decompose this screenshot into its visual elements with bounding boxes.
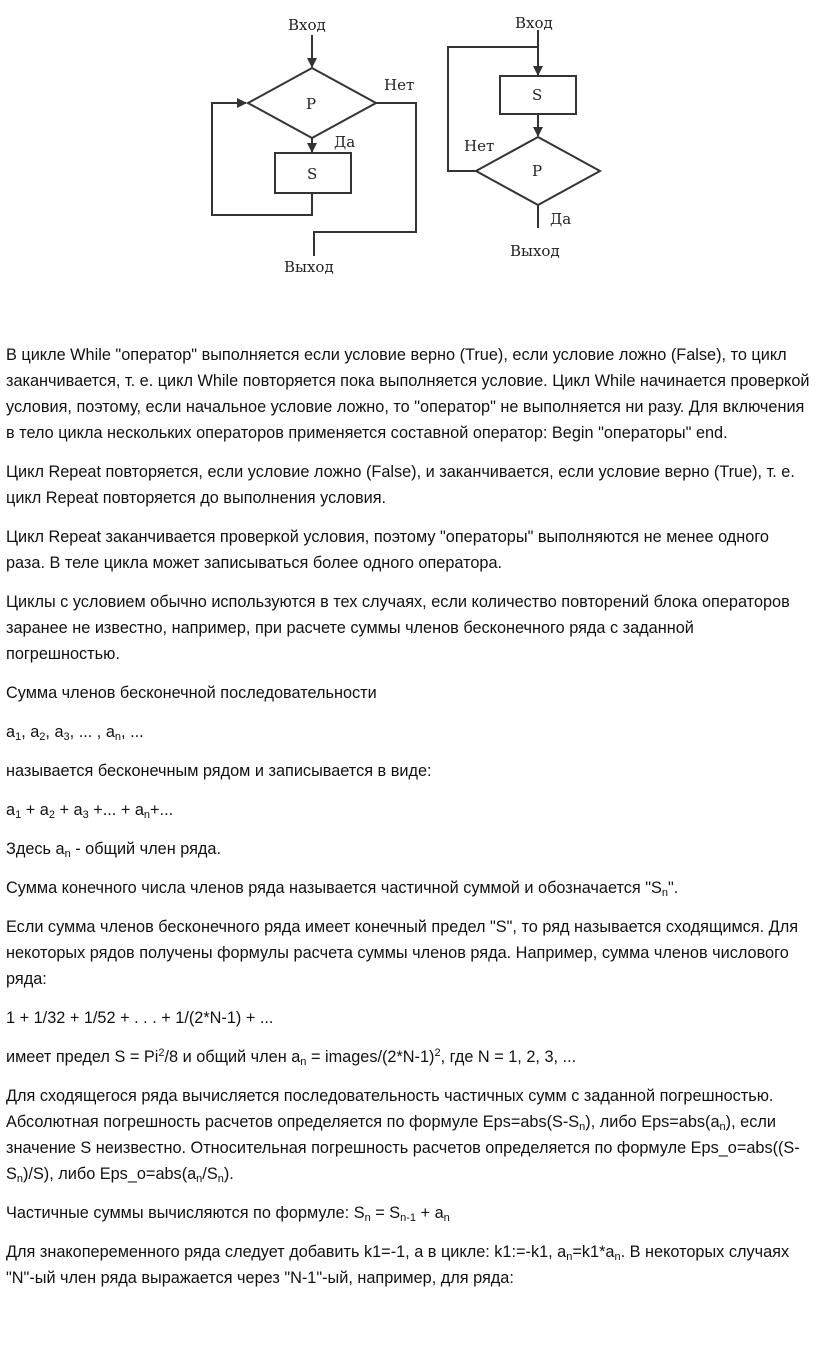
paragraph-while: В цикле While "оператор" выполняется если условие верно (True), если условие ложно (False), то цикл заканчивается, т. е. цикл While повторяется пока выполняется условие. Цикл While начинается проверкой условия, поэтому, если начальное условие ложно, то "оператор" не выполняется ни разу. Для включения в тело цикла нескольких операторов применяется составной оператор: Begin "операторы" end. <box>6 346 810 442</box>
repeat-entry-label: Вход <box>515 14 553 32</box>
paragraph-partial-formula: Частичные суммы вычисляются по формуле: $S_n = S_{n-1} + a_n$ <box>6 1204 450 1224</box>
repeat-no-label: Нет <box>464 137 495 155</box>
while-condition-label: P <box>306 95 317 113</box>
repeat-exit-label: Выход <box>510 242 560 260</box>
paragraph-convergent: Если сумма членов бесконечного ряда имеет конечный предел "S", то ряд называется сходящимся. Для некоторых рядов получены формулы расчета суммы членов ряда. Например, сумма членов числового ряда: <box>6 918 799 988</box>
while-body-label: S <box>307 165 318 183</box>
numeric-series-formula: 1 + 1/32 + 1/52 + . . . + 1/(2*N-1) + ... <box>6 1009 274 1027</box>
paragraph-conditional-loops: Циклы с условием обычно используются в тех случаях, если количество повторений блока операторов заранее не известно, например, при расчете суммы членов бесконечного ряда с заданной погрешностью. <box>6 593 790 663</box>
paragraph-repeat-end: Цикл Repeat заканчивается проверкой условия, поэтому "операторы" выполняются не менее одного раза. В теле цикла может записываться более одного оператора. <box>6 528 769 572</box>
while-yes-label: Да <box>334 133 356 151</box>
flowcharts <box>0 0 816 300</box>
article-text <box>6 342 810 1304</box>
paragraph-partial-sum: Сумма конечного числа членов ряда называется частичной суммой и обозначается "$S_n$". <box>6 879 679 899</box>
repeat-body-label: S <box>532 86 543 104</box>
repeat-condition-label: P <box>532 162 543 180</box>
sequence-formula: $a_1$, $a_2$, $a_3$, ... , $a_n$, ... <box>6 723 144 743</box>
while-entry-label: Вход <box>288 16 326 34</box>
paragraph-general-term: Здесь $a_n$ - общий член ряда. <box>6 840 221 860</box>
paragraph-error: Для сходящегося ряда вычисляется последовательность частичных сумм с заданной погрешностью. Абсолютная погрешность расчетов определяется по формуле $Eps=abs(S-S_n)$, либо $Eps=abs(a_n)$, если значение S неизвестно. Относительная погрешность расчетов определяется по формуле $Eps\_o=abs((S-S_n)/S)$, либо $Eps\_o=abs(a_n/S_n)$. <box>6 1087 800 1185</box>
paragraph-sequence-intro: Сумма членов бесконечной последовательности <box>6 684 377 702</box>
paragraph-limit: имеет предел $S = Pi^2/8$ и общий член $a_n$ = images/$(2*N-1)^2$, где N = 1, 2, 3, ... <box>6 1047 577 1068</box>
paragraph-alternating: Для знакопеременного ряда следует добавить k1=-1, а в цикле: k1:=-k1, $a_n=k1*a_n$. В некоторых случаях "N"-ый член ряда выражается через "N-1"-ый, например, для ряда: <box>6 1243 790 1287</box>
while-exit-label: Выход <box>284 258 334 276</box>
while-loop-flowchart <box>212 35 416 256</box>
paragraph-series-def: называется бесконечным рядом и записывается в виде: <box>6 762 432 780</box>
while-no-label: Нет <box>384 76 415 94</box>
paragraph-repeat: Цикл Repeat повторяется, если условие ложно (False), и заканчивается, если условие верно (True), т. е. цикл Repeat повторяется до выполнения условия. <box>6 463 795 507</box>
repeat-loop-flowchart <box>448 30 600 228</box>
repeat-yes-label: Да <box>550 210 572 228</box>
series-formula: $a_1 + a_2 + a_3$ +... + $a_n+$... <box>6 801 174 821</box>
